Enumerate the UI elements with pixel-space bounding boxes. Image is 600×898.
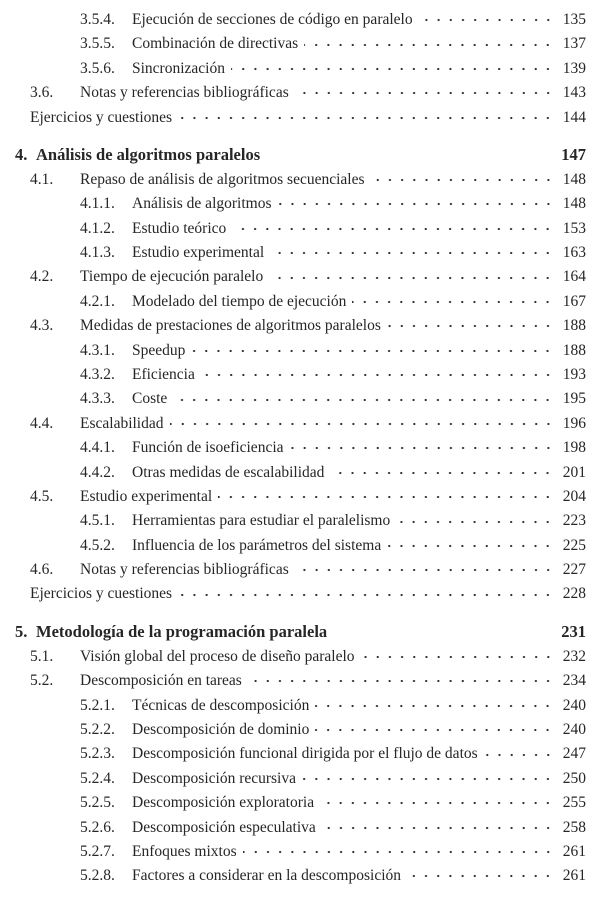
dot-leader	[315, 725, 554, 735]
entry-title: Coste	[132, 390, 168, 408]
entry-number: 5.2.5.	[80, 794, 115, 812]
page-number: 143	[562, 84, 586, 102]
entry-title: Estudio experimental	[80, 487, 213, 505]
entry-title: Enfoques mixtos	[132, 842, 237, 860]
entry-number: 4.	[15, 145, 28, 165]
entry-number: 4.3.2.	[80, 365, 115, 383]
entry-title: Descomposición en tareas	[80, 672, 242, 690]
entry-number: 5.1.	[30, 647, 54, 665]
page-number: 223	[562, 512, 586, 530]
entry-number: 3.6.	[30, 84, 54, 102]
toc-entry	[0, 8, 600, 32]
entry-number: 5.2.3.	[80, 745, 115, 763]
entry-number: 3.5.5.	[80, 35, 115, 53]
page-number: 201	[562, 463, 586, 481]
toc-entry	[0, 363, 600, 387]
toc-entry	[0, 461, 600, 485]
toc-entry	[0, 694, 600, 718]
entry-number: 4.4.	[30, 414, 54, 432]
toc-entry	[0, 57, 600, 81]
dot-leader	[407, 871, 554, 881]
entry-number: 4.1.	[30, 170, 54, 188]
dot-leader	[201, 370, 554, 380]
entry-number: 4.3.1.	[80, 341, 115, 359]
toc-entry	[0, 265, 600, 289]
entry-title: Modelado del tiempo de ejecución	[132, 292, 347, 310]
entry-title: Análisis de algoritmos paralelos	[36, 145, 261, 165]
dot-leader	[295, 565, 554, 575]
toc-entry	[0, 534, 600, 558]
dot-leader	[320, 798, 554, 808]
entry-title: Combinación de directivas	[132, 35, 299, 53]
entry-title: Repaso de análisis de algoritmos secuenciales	[80, 170, 365, 188]
page-number: 188	[562, 317, 586, 335]
toc-entry	[0, 669, 600, 693]
entry-title: Análisis de algoritmos	[132, 195, 272, 213]
entry-title: Medidas de prestaciones de algoritmos paralelos	[80, 317, 381, 335]
page-number: 250	[562, 769, 586, 787]
dot-leader	[295, 88, 554, 98]
entry-number: 4.6.	[30, 561, 54, 579]
page-number: 232	[562, 647, 586, 665]
entry-title: Función de isoeficiencia	[132, 439, 284, 457]
entry-number: 4.4.2.	[80, 463, 115, 481]
entry-title: Ejercicios y cuestiones	[30, 585, 173, 603]
entry-number: 5.2.1.	[80, 696, 115, 714]
toc-chapter-entry	[0, 620, 600, 644]
dot-leader	[361, 652, 554, 662]
entry-number: 4.3.	[30, 317, 54, 335]
entry-number: 4.2.1.	[80, 292, 115, 310]
entry-title: Sincronización	[132, 59, 225, 77]
toc-entry	[0, 645, 600, 669]
toc-entry	[0, 816, 600, 840]
toc-entry	[0, 485, 600, 509]
dot-leader	[170, 419, 555, 429]
dot-leader	[266, 151, 553, 161]
entry-number: 5.2.	[30, 672, 54, 690]
page-number: 204	[562, 487, 586, 505]
entry-title: Descomposición especulativa	[132, 818, 316, 836]
entry-number: 5.2.4.	[80, 769, 115, 787]
dot-leader	[270, 248, 554, 258]
entry-number: 4.1.2.	[80, 219, 115, 237]
dot-leader	[387, 541, 554, 551]
page-number: 261	[562, 842, 586, 860]
toc-entry	[0, 81, 600, 105]
dot-leader	[371, 175, 554, 185]
entry-title: Ejercicios y cuestiones	[30, 108, 173, 126]
entry-title: Ejecución de secciones de código en paralelo	[132, 11, 413, 28]
entry-number: 4.5.2.	[80, 536, 115, 554]
entry-title: Estudio teórico	[132, 219, 227, 237]
entry-title: Descomposición de dominio	[132, 720, 310, 738]
dot-leader	[322, 823, 554, 833]
entry-title: Factores a considerar en la descomposición	[132, 867, 402, 885]
page-number: 225	[562, 536, 586, 554]
entry-title: Técnicas de descomposición	[132, 696, 310, 714]
toc-entry	[0, 558, 600, 582]
toc-entry	[0, 314, 600, 338]
dot-leader	[330, 468, 554, 478]
toc-entry	[0, 718, 600, 742]
dot-leader	[304, 40, 554, 50]
entry-number: 5.2.2.	[80, 720, 115, 738]
page-number: 261	[562, 867, 586, 885]
entry-number: 5.2.8.	[80, 867, 115, 885]
dot-leader	[333, 628, 553, 638]
page-number: 147	[561, 145, 586, 165]
toc-chapter-entry	[0, 143, 600, 167]
page-number: 198	[562, 439, 586, 457]
entry-title: Notas y referencias bibliográficas	[80, 561, 289, 579]
dot-leader	[232, 224, 554, 234]
toc-entry	[0, 742, 600, 766]
entry-number: 4.4.1.	[80, 439, 115, 457]
toc-entry	[0, 767, 600, 791]
toc-entry	[0, 436, 600, 460]
page-number: 148	[562, 170, 586, 188]
entry-title: Descomposición funcional dirigida por el flujo de datos	[132, 745, 478, 763]
dot-leader	[387, 321, 554, 331]
dot-leader	[248, 676, 554, 686]
page-number: 137	[562, 35, 586, 53]
page-number: 247	[562, 745, 586, 763]
page-number: 240	[562, 720, 586, 738]
dot-leader	[419, 15, 554, 25]
toc-entry	[0, 106, 600, 130]
toc-entry	[0, 582, 600, 606]
dot-leader	[290, 443, 554, 453]
entry-title: Descomposición recursiva	[132, 769, 296, 787]
toc-entry	[0, 290, 600, 314]
entry-title: Estudio experimental	[132, 244, 265, 262]
page-number: 258	[562, 818, 586, 836]
entry-title: Eficiencia	[132, 365, 195, 383]
toc-entry	[0, 217, 600, 241]
dot-leader	[231, 64, 554, 74]
dot-leader	[484, 750, 554, 760]
page-number: 231	[561, 622, 586, 642]
toc-entry	[0, 864, 600, 888]
dot-leader	[178, 113, 554, 123]
page-number: 148	[562, 195, 586, 213]
entry-title: Otras medidas de escalabilidad	[132, 463, 325, 481]
page-number: 193	[562, 365, 586, 383]
table-of-contents	[0, 8, 600, 889]
entry-number: 3.5.6.	[80, 59, 115, 77]
page-number: 196	[562, 414, 586, 432]
entry-title: Visión global del proceso de diseño paralelo	[80, 647, 355, 665]
dot-leader	[191, 346, 554, 356]
dot-leader	[396, 517, 554, 527]
page-number: 164	[562, 268, 586, 286]
dot-leader	[302, 774, 554, 784]
dot-leader	[269, 273, 554, 283]
entry-title: Notas y referencias bibliográficas	[80, 84, 289, 102]
toc-entry	[0, 192, 600, 216]
toc-entry	[0, 32, 600, 56]
dot-leader	[315, 701, 554, 711]
page-number: 228	[562, 585, 586, 603]
page-number: 135	[562, 11, 586, 28]
dot-leader	[352, 297, 554, 307]
toc-entry	[0, 840, 600, 864]
entry-number: 5.2.7.	[80, 842, 115, 860]
entry-title: Influencia de los parámetros del sistema	[132, 536, 382, 554]
page-number: 195	[562, 390, 586, 408]
toc-entry	[0, 168, 600, 192]
entry-title: Tiempo de ejecución paralelo	[80, 268, 264, 286]
entry-title: Descomposición exploratoria	[132, 794, 315, 812]
toc-entry	[0, 509, 600, 533]
page-number: 163	[562, 244, 586, 262]
entry-number: 4.5.	[30, 487, 54, 505]
entry-number: 5.	[15, 622, 28, 642]
dot-leader	[278, 199, 555, 209]
toc-entry	[0, 791, 600, 815]
dot-leader	[218, 492, 554, 502]
toc-entry	[0, 387, 600, 411]
dot-leader	[243, 847, 554, 857]
entry-number: 4.3.3.	[80, 390, 115, 408]
page-number: 139	[562, 59, 586, 77]
entry-number: 4.1.3.	[80, 244, 115, 262]
entry-number: 5.2.6.	[80, 818, 115, 836]
dot-leader	[178, 590, 554, 600]
page-number: 167	[562, 292, 586, 310]
page-number: 188	[562, 341, 586, 359]
page-number: 240	[562, 696, 586, 714]
toc-entry	[0, 339, 600, 363]
entry-title: Escalabilidad	[80, 414, 164, 432]
page-number: 153	[562, 219, 586, 237]
entry-title: Herramientas para estudiar el paralelismo	[132, 512, 391, 530]
entry-number: 4.1.1.	[80, 195, 115, 213]
toc-entry	[0, 412, 600, 436]
page-number: 255	[562, 794, 586, 812]
page-number: 144	[562, 108, 586, 126]
toc-entry	[0, 241, 600, 265]
entry-number: 3.5.4.	[80, 11, 115, 28]
entry-title: Speedup	[132, 341, 186, 359]
entry-number: 4.2.	[30, 268, 54, 286]
dot-leader	[173, 395, 554, 405]
entry-number: 4.5.1.	[80, 512, 115, 530]
page-number: 227	[562, 561, 586, 579]
entry-title: Metodología de la programación paralela	[36, 622, 328, 642]
page-number: 234	[562, 672, 586, 690]
